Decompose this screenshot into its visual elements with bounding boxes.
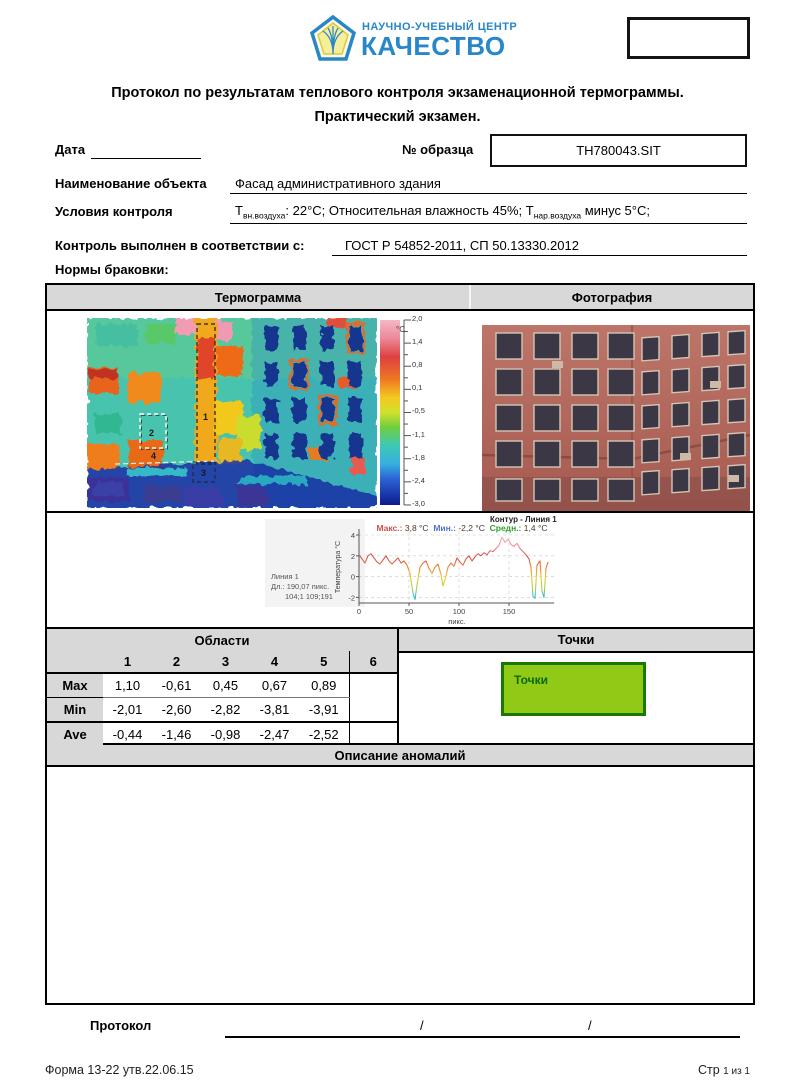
points-section: [397, 629, 753, 745]
area-col-1: 1: [103, 651, 152, 673]
colorbar-tick-label: -1,8: [412, 453, 425, 462]
rejection-norms-label: Нормы браковки:: [55, 262, 169, 277]
thermogram-colorbar: [380, 320, 400, 505]
facade-photo: [482, 325, 750, 511]
object-name-label: Наименование объекта: [55, 176, 207, 191]
min-label: Мин.:: [433, 523, 456, 533]
contour-title: Контур - Линия 1: [490, 515, 557, 524]
ytick-neg2: -2: [348, 593, 355, 603]
line-coords: 104;1 109;191: [285, 591, 333, 601]
area-col-5: 5: [299, 651, 349, 673]
ytick-4: 4: [350, 531, 355, 540]
row-label-min: Min: [47, 698, 103, 723]
region-3-label: 3: [201, 468, 207, 478]
profile-graph-row: [47, 513, 753, 629]
line-length: Дл.: 190,07 пикс.: [271, 581, 330, 591]
thermogram-image: [87, 318, 377, 508]
xtick-150: 150: [502, 607, 516, 616]
colorbar-tick-label: 0,8: [412, 360, 423, 369]
sample-number-box[interactable]: [490, 134, 747, 167]
colorbar-tick-label: -1,1: [412, 430, 425, 439]
points-button[interactable]: Точки: [501, 662, 646, 716]
signature-separator-2: /: [588, 1018, 592, 1033]
logo-title: КАЧЕСТВО: [361, 31, 506, 61]
colorbar-tick-label: -3,0: [412, 499, 425, 508]
area-col-3: 3: [201, 651, 250, 673]
areas-header: Области: [47, 629, 397, 651]
object-name-value[interactable]: Фасад административного здания: [235, 176, 441, 191]
photo-header: Фотография: [571, 289, 653, 305]
standards-label: Контроль выполнен в соответствии с:: [55, 238, 305, 253]
areas-points-row: [47, 629, 753, 745]
points-header: Точки: [399, 629, 753, 653]
anomalies-header: Описание аномалий: [47, 745, 753, 767]
table-row: Ave -0,44 -1,46 -0,98 -2,47 -2,52: [47, 722, 397, 746]
conditions-line: [230, 223, 747, 224]
images-header-row: [47, 285, 753, 311]
anomalies-area[interactable]: [47, 767, 753, 1003]
region-1-label: 1: [203, 412, 209, 422]
colorbar-unit: °C: [396, 325, 405, 334]
images-row: [47, 311, 753, 513]
colorbar-tick-label: 0,1: [412, 383, 423, 392]
logo-subtitle: НАУЧНО-УЧЕБНЫЙ ЦЕНТР: [362, 21, 518, 33]
page-number: Стр 1 из 1: [697, 1063, 750, 1077]
row-label-ave: Ave: [47, 722, 103, 746]
colorbar-tick-label: -2,4: [412, 476, 425, 485]
stamp-box[interactable]: [627, 17, 750, 59]
xtick-100: 100: [452, 607, 466, 616]
max-value: 3,8 °C: [404, 523, 429, 533]
min-value: -2,2 °C: [458, 523, 485, 533]
document-subtitle: Практический экзамен.: [314, 109, 481, 125]
form-number: Форма 13-22 утв.22.06.15: [45, 1063, 194, 1077]
area-col-4: 4: [250, 651, 299, 673]
temperature-profile-chart: [332, 515, 572, 627]
areas-table: [47, 629, 397, 746]
object-name-line: [230, 193, 747, 194]
max-label: Макс.:: [376, 523, 403, 533]
protocol-label: Протокол: [90, 1018, 152, 1033]
area-col-2: 2: [152, 651, 201, 673]
xtick-0: 0: [356, 607, 362, 616]
colorbar-tick-label: -0,5: [412, 406, 425, 415]
thermogram-header: Термограмма: [47, 285, 471, 309]
line-name: Линия 1: [271, 571, 299, 581]
date-input-line[interactable]: [91, 142, 201, 159]
row-label-max: Max: [47, 673, 103, 698]
standards-line: [332, 255, 747, 256]
standards-value[interactable]: ГОСТ Р 54852-2011, СП 50.13330.2012: [345, 238, 579, 253]
region-4-label: 4: [151, 451, 157, 461]
colorbar-tick-label: 2,0: [412, 314, 423, 323]
temperature-profile-line: [359, 537, 548, 599]
avg-value: 1,4 °C: [523, 523, 548, 533]
ytick-0: 0: [350, 572, 355, 582]
area-col-6: 6: [349, 651, 397, 673]
region-2-label: 2: [149, 428, 155, 438]
xtick-50: 50: [404, 607, 414, 616]
areas-section: [47, 629, 397, 745]
sample-number-value: TH780043.SIT: [576, 143, 661, 158]
quality-center-logo-icon: [310, 14, 356, 62]
sample-number-label: № образца: [402, 142, 474, 157]
colorbar-tick-label: 1,4: [412, 337, 423, 346]
signature-separator-1: /: [420, 1018, 424, 1033]
results-table: [45, 283, 755, 1005]
x-axis-label: пикс.: [448, 617, 466, 626]
date-label: Дата: [55, 142, 85, 157]
avg-label: Средн.:: [489, 523, 522, 533]
table-row: Max 1,10 -0,61 0,45 0,67 0,89: [47, 673, 397, 698]
table-row: Min -2,01 -2,60 -2,82 -3,81 -3,91: [47, 698, 397, 723]
conditions-label: Условия контроля: [55, 204, 173, 219]
document-title: Протокол по результатам теплового контроля экзаменационной термограммы.: [111, 85, 684, 101]
conditions-value[interactable]: $Т_{вн.воздуха}$: 22°C; Относительная влажность 45%; $Т_{нар.воздуха}$ минус 5°C;: [235, 203, 650, 221]
y-axis-label: Температура °C: [335, 540, 342, 594]
ytick-2: 2: [350, 551, 355, 561]
protocol-signature-line[interactable]: [225, 1036, 740, 1038]
